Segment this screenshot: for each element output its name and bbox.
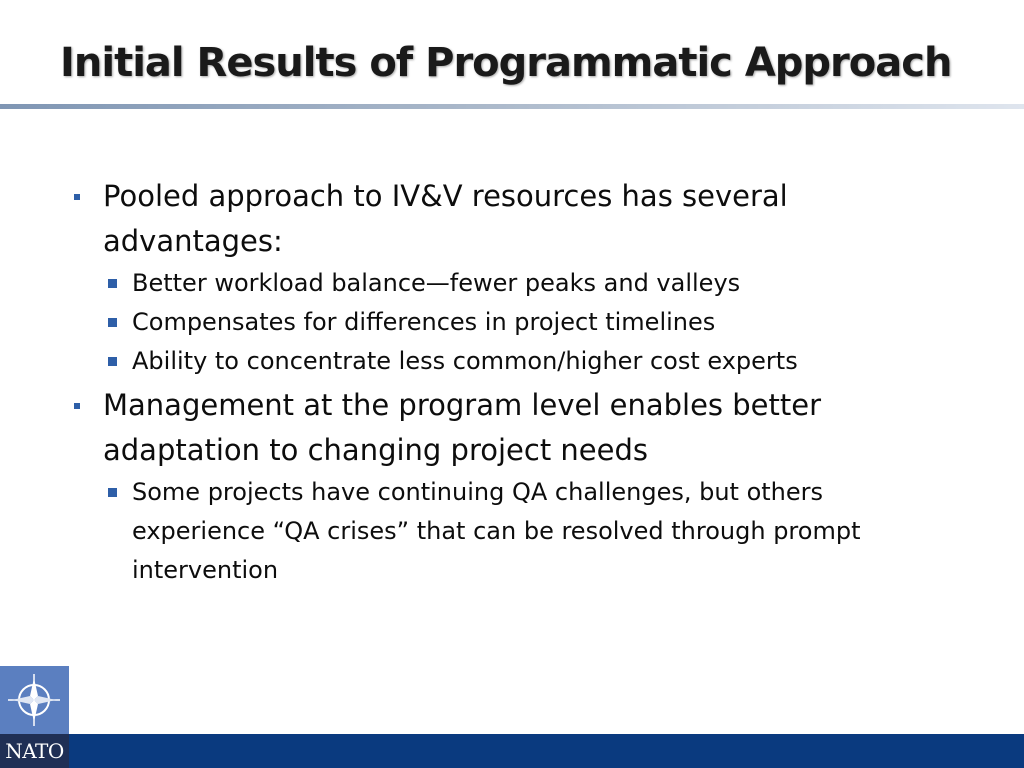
bullet-level1 [72, 174, 952, 264]
bullet-level1 [72, 383, 952, 473]
bullet-marker-icon [108, 318, 117, 327]
bullet-text: Compensates for differences in project timelines [132, 308, 716, 336]
slide-title: Initial Results of Programmatic Approach [60, 40, 952, 86]
bullet-level2 [103, 473, 952, 590]
footer-bar [0, 734, 1024, 768]
title-divider [0, 104, 1024, 109]
bullet-marker-icon [108, 488, 117, 497]
bullet-marker-icon [74, 403, 80, 409]
bullet-level2 [103, 342, 952, 381]
nato-compass-star-icon [0, 666, 69, 734]
bullet-text: Pooled approach to IV&V resources has several advantages: [103, 179, 788, 258]
bullet-text: Better workload balance—fewer peaks and valleys [132, 269, 741, 297]
slide-body [72, 174, 952, 590]
nato-logo [0, 666, 69, 734]
bullet-marker-icon [108, 357, 117, 366]
bullet-level2 [103, 264, 952, 303]
bullet-text: Some projects have continuing QA challenges, but others experience “QA crises” that can be resolved through prompt intervention [132, 478, 861, 584]
bullet-text: Ability to concentrate less common/higher cost experts [132, 347, 798, 375]
bullet-text: Management at the program level enables better adaptation to changing project needs [103, 388, 821, 467]
bullet-level2 [103, 303, 952, 342]
logo-label: NATO [0, 734, 69, 768]
bullet-marker-icon [74, 194, 80, 200]
bullet-marker-icon [108, 279, 117, 288]
